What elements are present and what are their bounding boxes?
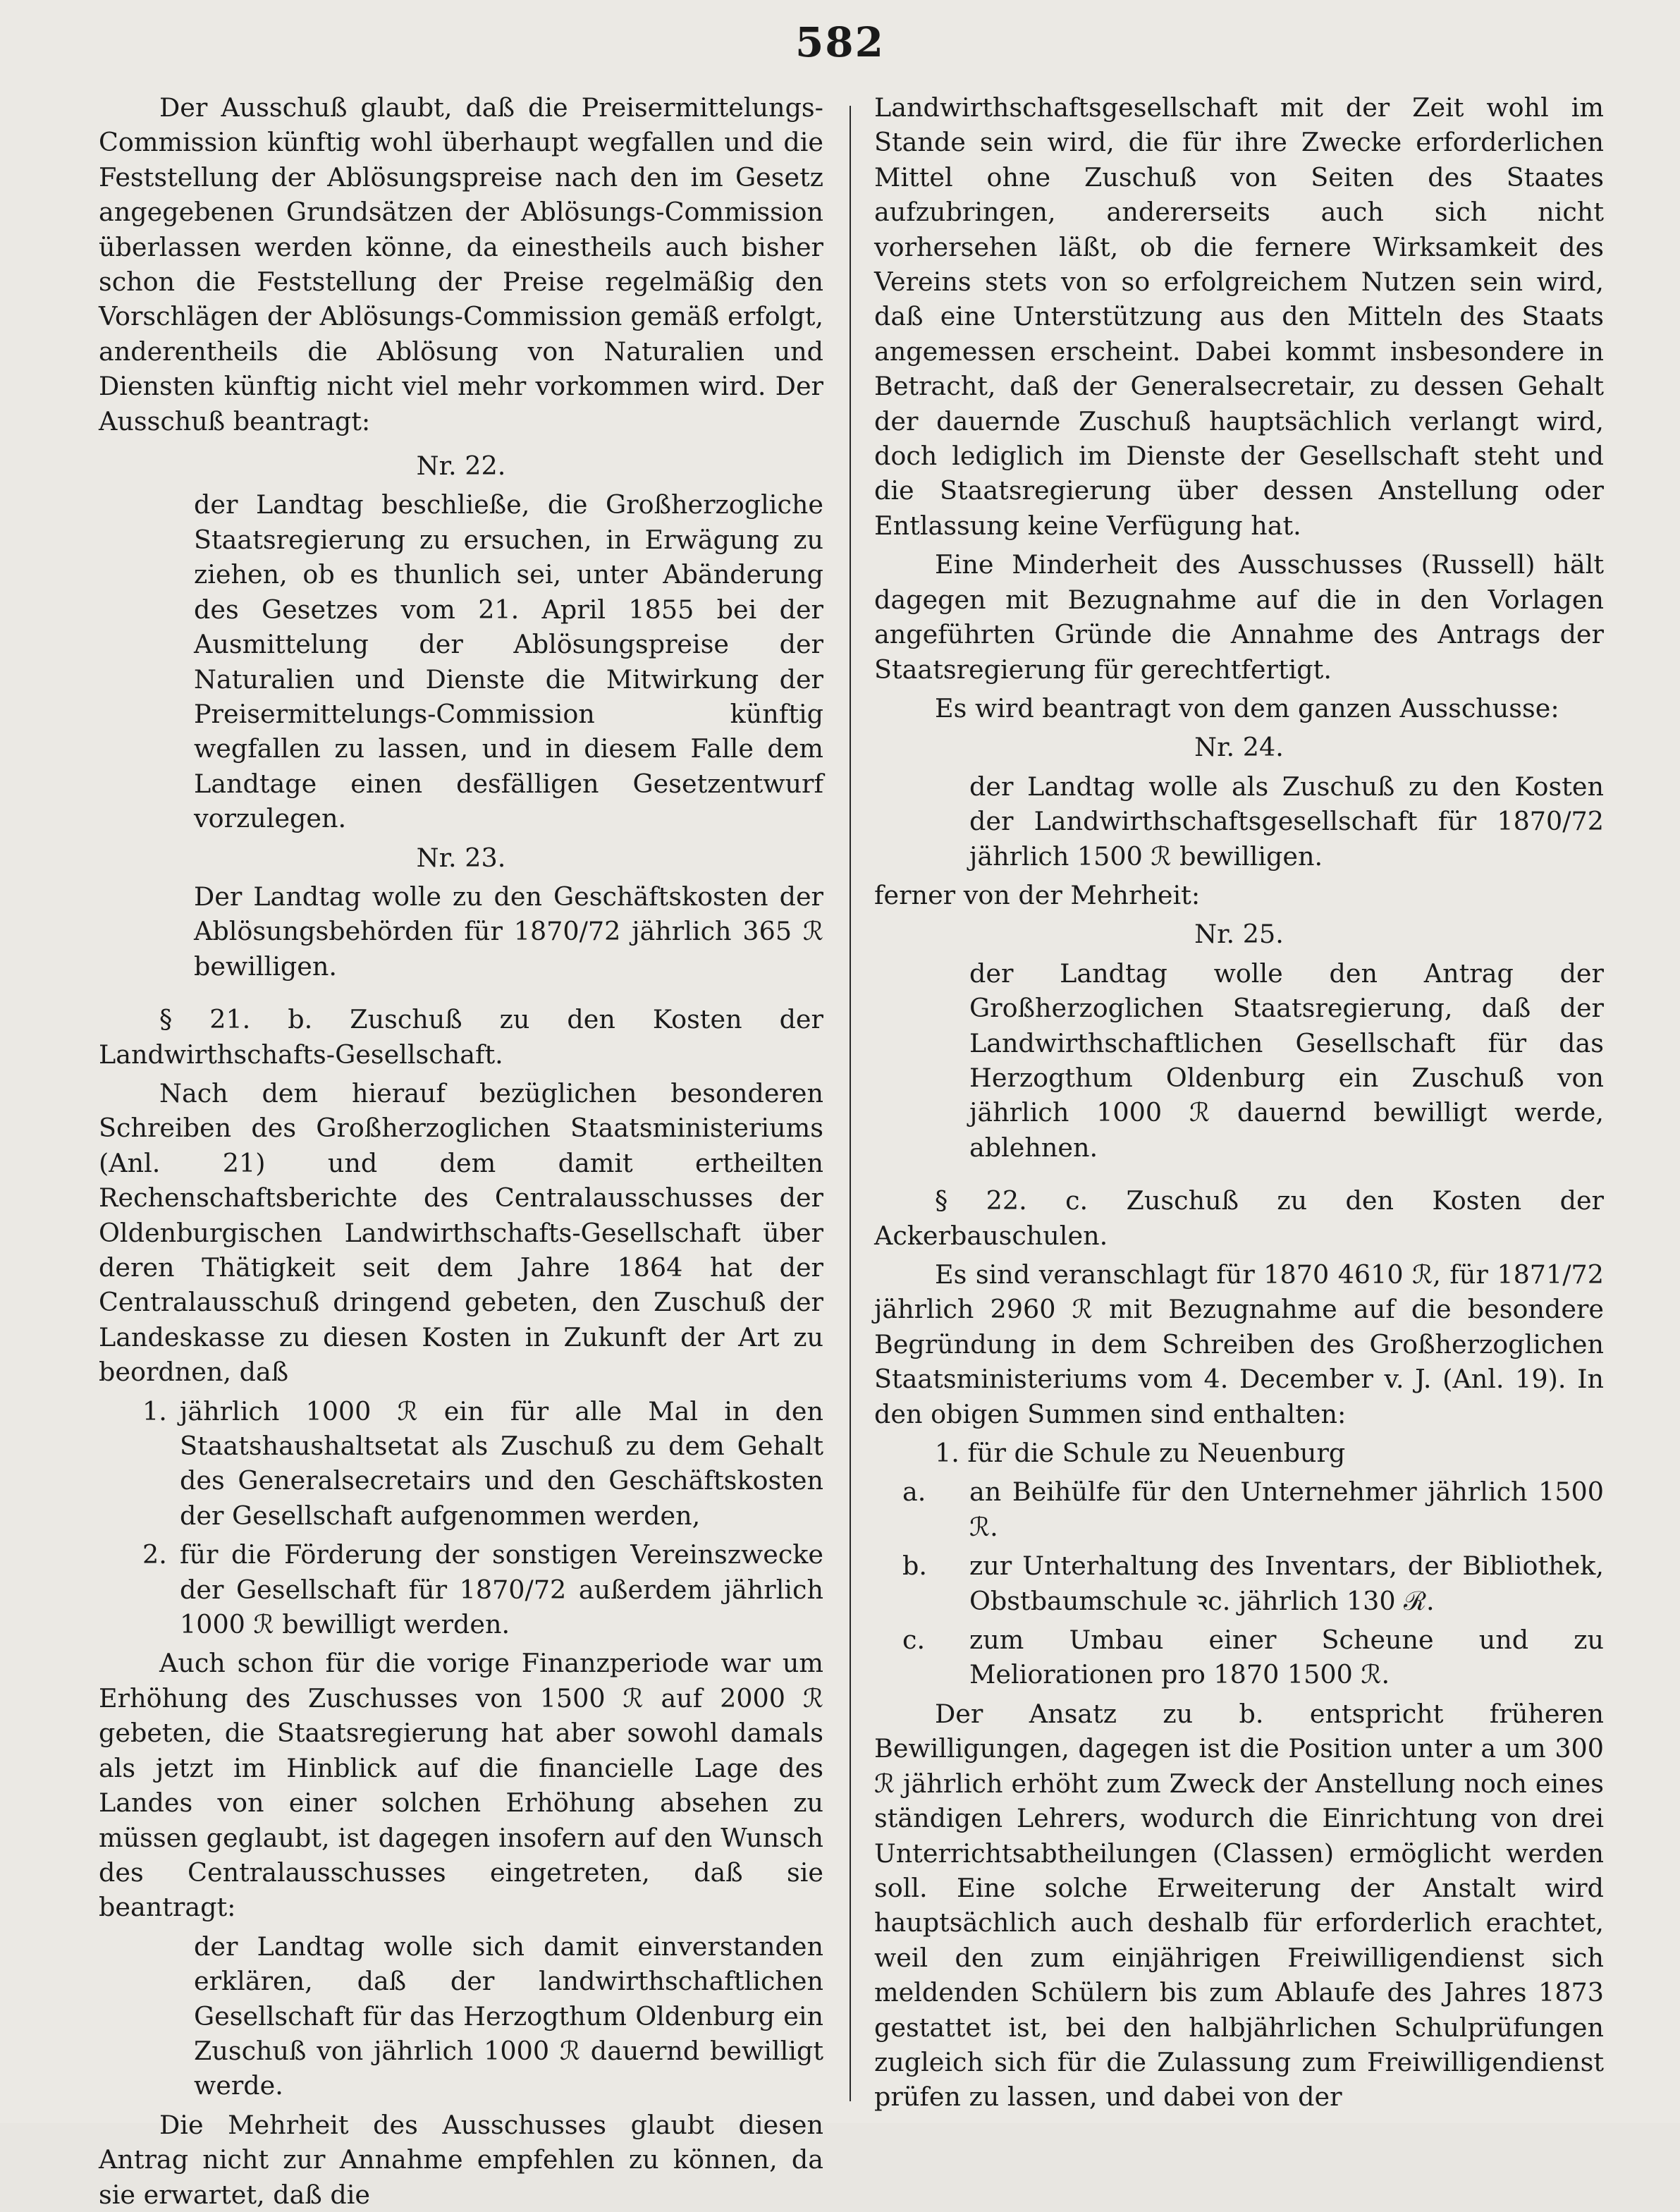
list-heading: 1. für die Schule zu Neuenburg <box>935 1438 1346 1469</box>
list-text: zum Umbau einer Scheune und zu Meliorationen pro 1870 1500 ℛ. <box>969 1625 1604 1690</box>
list-text: an Beihülfe für den Unternehmer jährlich 1500 ℛ. <box>969 1477 1604 1542</box>
paragraph: Der Ausschuß glaubt, daß die Preisermittelungs-Commission künftig wohl überhaupt wegfallen und die Feststellung der Ablösungspreise nach den im Gesetz angegebenen Grundsätzen der Ablösungs-Commission überlassen werden könne, da einestheils auch bisher schon die Feststellung der Preise regelmäßig den Vorschlägen der Ablösungs-Commission gemäß erfolgt, anderentheils die Ablösung von Naturalien und Diensten künftig nicht viel mehr vorkommen wird. Der Ausschuß beantragt: <box>99 92 823 436</box>
motion-number: Nr. 22. <box>416 451 506 482</box>
list-letter: c. <box>902 1625 926 1656</box>
motion-number: Nr. 24. <box>1194 732 1284 763</box>
motion-text: Der Landtag wolle zu den Geschäftskosten der Ablösungsbehörden für 1870/72 jährlich 365 ℛ bewilligen. <box>194 881 823 982</box>
list-item <box>874 1548 1604 1618</box>
list-item <box>99 1537 823 1642</box>
motion-text: der Landtag wolle den Antrag der Großherzoglichen Staatsregierung, daß der Landwirthschaftlichen Gesellschaft für das Herzogthum Oldenburg ein Zuschuß von jährlich 1000 ℛ dauernd bewilligt werde, ablehnen. <box>969 958 1604 1163</box>
motion-number: Nr. 23. <box>416 842 506 873</box>
paragraph: Es sind veranschlagt für 1870 4610 ℛ, für 1871/72 jährlich 2960 ℛ mit Bezugnahme auf die besondere Begründung in dem Schreiben des Großherzoglichen Staatsministeriums vom 4. December v. J. (Anl. 19). In den obigen Summen sind enthalten: <box>874 1259 1604 1429</box>
paragraph: Auch schon für die vorige Finanzperiode war um Erhöhung des Zuschusses von 1500 ℛ auf 2000 ℛ gebeten, die Staatsregierung hat aber sowohl damals als jetzt im Hinblick auf die financielle Lage des Landes von einer solchen Erhöhung absehen zu müssen geglaubt, ist dagegen insofern auf den Wunsch des Centralausschusses eingetreten, daß sie beantragt: <box>99 1648 823 1923</box>
motion-text: der Landtag beschließe, die Großherzogliche Staatsregierung zu ersuchen, in Erwägung zu ziehen, ob es thunlich sei, unter Abänderung des Gesetzes vom 21. April 1855 bei der Ausmittelung der Ablösungspreise der Naturalien und Dienste die Mitwirkung der Preisermittelungs-Commission künftig wegfallen zu lassen, und in diesem Falle dem Landtage einen desfälligen Gesetzentwurf vorzulegen. <box>194 489 823 834</box>
motion-number: Nr. 25. <box>1194 919 1284 950</box>
list-item <box>874 1623 1604 1692</box>
right-column <box>874 90 1604 2115</box>
paragraph: Eine Minderheit des Ausschusses (Russell) hält dagegen mit Bezugnahme auf die in den Vorlagen angeführten Gründe die Annahme des Antrags der Staatsregierung für gerechtfertigt. <box>874 549 1604 685</box>
list-text: für die Förderung der sonstigen Vereinszwecke der Gesellschaft für 1870/72 außerdem jährlich 1000 ℛ bewilligt werden. <box>180 1539 823 1640</box>
page-number: 582 <box>795 18 885 66</box>
left-column <box>99 90 823 2212</box>
section-heading: § 22. c. Zuschuß zu den Kosten der Ackerbauschulen. <box>874 1185 1604 1251</box>
list-text: jährlich 1000 ℛ ein für alle Mal in den Staatshaushaltsetat als Zuschuß zu dem Gehalt des Generalsecretairs und den Geschäftskosten der Gesellschaft aufgenommen werden, <box>180 1395 823 1531</box>
paragraph: ferner von der Mehrheit: <box>874 879 1201 910</box>
paragraph: Landwirthschaftsgesellschaft mit der Zeit wohl im Stande sein wird, die für ihre Zwecke erforderlichen Mittel ohne Zuschuß von Seiten des Staates aufzubringen, andererseits auch sich nicht vorhersehen läßt, ob die fernere Wirksamkeit des Vereins stets von so erfolgreichem Nutzen sein wird, daß eine Unterstützung aus den Mitteln des Staats angemessen erscheint. Dabei kommt insbesondere in Betracht, daß der Generalsecretair, zu dessen Gehalt der dauernde Zuschuß hauptsächlich verlangt wird, doch lediglich im Dienste der Gesellschaft steht und die Staatsregierung über dessen Anstellung oder Entlassung keine Verfügung hat. <box>874 92 1604 541</box>
list-item <box>874 1474 1604 1544</box>
list-number: 2. <box>142 1539 167 1570</box>
paragraph: Nach dem hierauf bezüglichen besonderen Schreiben des Großherzoglichen Staatsministeriums (Anl. 21) und dem damit ertheilten Rechenschaftsberichte des Centralausschusses der Oldenburgischen Landwirthschafts-Gesellschaft über deren Thätigkeit seit dem Jahre 1864 hat der Centralausschuß dringend gebeten, den Zuschuß der Landeskasse zu diesen Kosten in Zukunft der Art zu beordnen, daß <box>99 1077 823 1388</box>
paragraph: Der Ansatz zu b. entspricht früheren Bewilligungen, dagegen ist die Position unter a um 300 ℛ jährlich erhöht zum Zweck der Anstellung noch eines ständigen Lehrers, wodurch die Einrichtung von drei Unterrichtsabtheilungen (Classen) ermöglicht werden soll. Eine solche Erweiterung der Anstalt wird hauptsächlich auch deshalb für erforderlich erachtet, weil den zum einjährigen Freiwilligendienst sich meldenden Schülern bis zum Ablaufe des Jahres 1873 gestattet ist, bei den halbjährlichen Schulprüfungen zugleich sich für die Zulassung zum Freiwilligendienst prüfen zu lassen, und dabei von der <box>874 1698 1604 2113</box>
list-text: zur Unterhaltung des Inventars, der Bibliothek, Obstbaumschule ꝛc. jährlich 130 ℛ. <box>969 1551 1604 1616</box>
paragraph: Es wird beantragt von dem ganzen Ausschusse: <box>935 692 1559 723</box>
list-letter: b. <box>902 1551 927 1582</box>
column-divider <box>850 106 851 2101</box>
list-item <box>99 1394 823 1534</box>
motion-text: der Landtag wolle sich damit einverstanden erklären, daß der landwirthschaftlichen Gesellschaft für das Herzogthum Oldenburg ein Zuschuß von jährlich 1000 ℛ dauernd bewilligt werde. <box>194 1931 823 2101</box>
list-number: 1. <box>142 1395 167 1426</box>
list-letter: a. <box>902 1477 926 1508</box>
section-heading: § 21. b. Zuschuß zu den Kosten der Landwirthschafts-Gesellschaft. <box>99 1004 823 1070</box>
motion-text: der Landtag wolle als Zuschuß zu den Kosten der Landwirthschaftsgesellschaft für 1870/72 jährlich 1500 ℛ bewilligen. <box>969 771 1604 872</box>
paragraph: Die Mehrheit des Ausschusses glaubt diesen Antrag nicht zur Annahme empfehlen zu können, da sie erwartet, daß die <box>99 2109 823 2210</box>
